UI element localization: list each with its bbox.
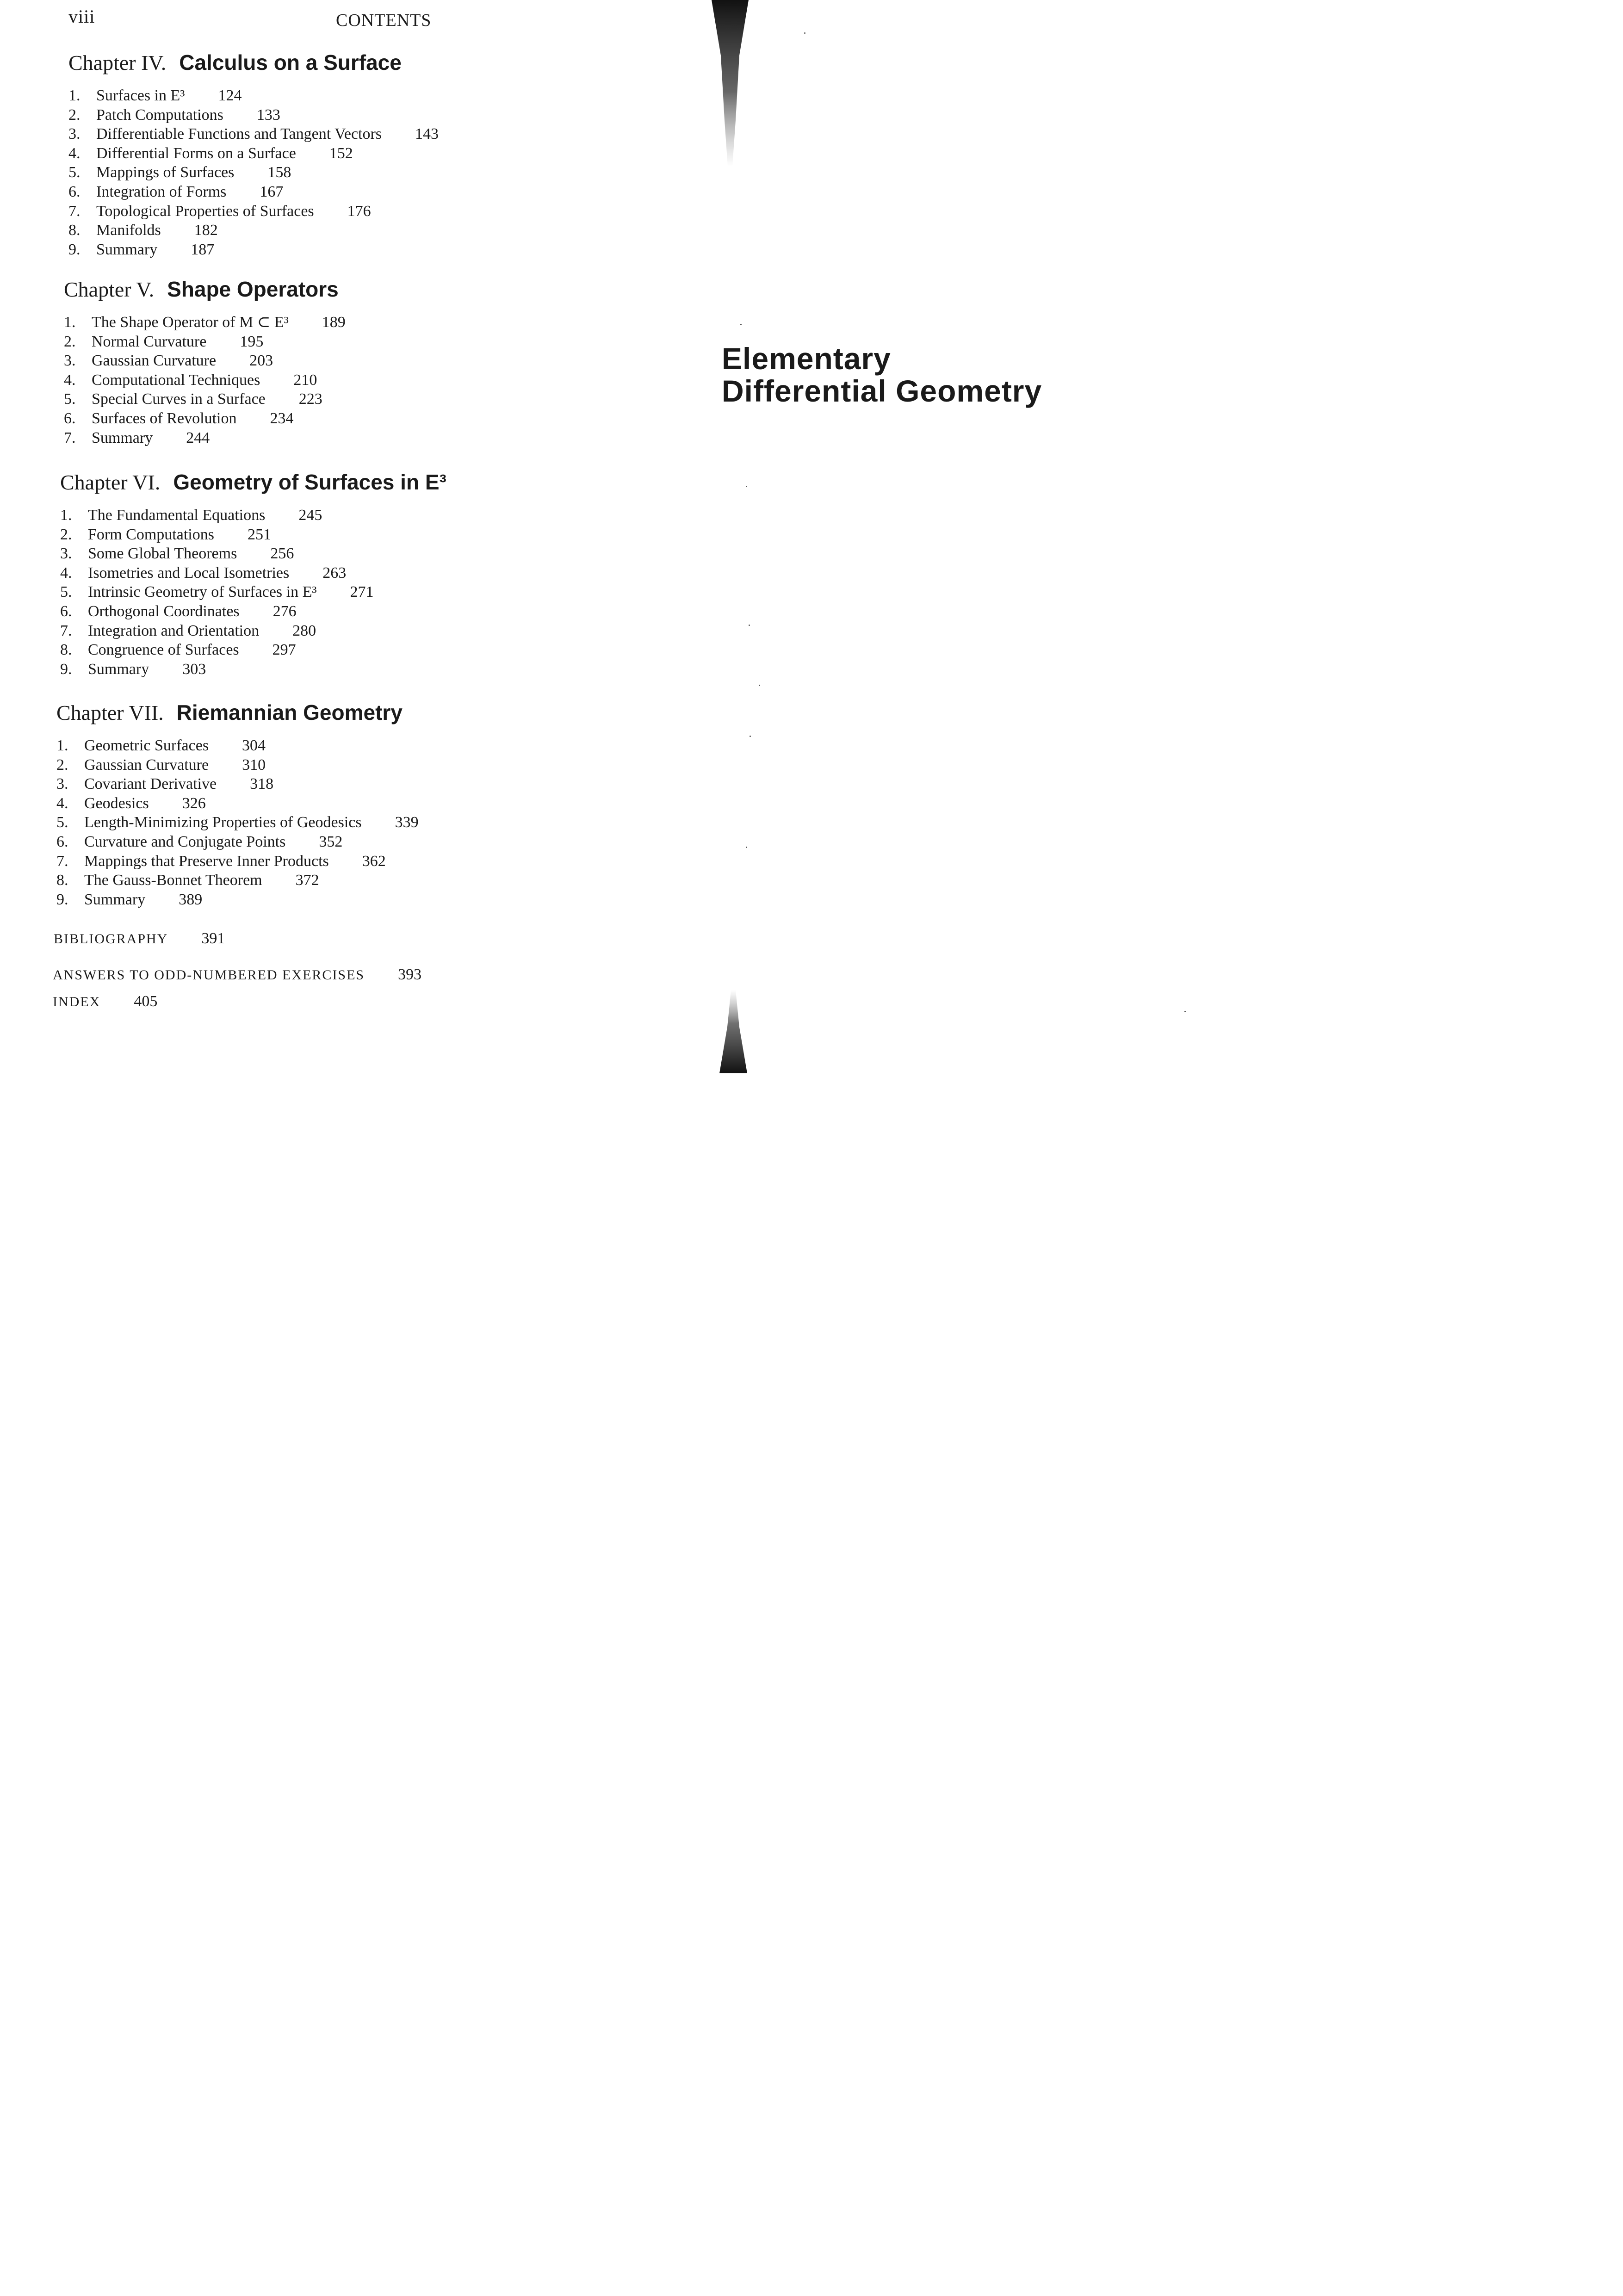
section-number: 2. xyxy=(64,333,76,350)
toc-entry[interactable] xyxy=(60,640,446,660)
section-number: 6. xyxy=(60,602,72,620)
scan-speck xyxy=(759,685,760,686)
toc-entry[interactable] xyxy=(60,660,446,679)
section-title: Orthogonal Coordinates xyxy=(88,602,240,620)
section-page: 256 xyxy=(270,545,294,563)
section-title: Length-Minimizing Properties of Geodesics xyxy=(84,814,362,831)
section-title: The Gauss-Bonnet Theorem xyxy=(84,872,262,889)
chapter-title: Shape Operators xyxy=(167,277,339,301)
gutter-shadow-top xyxy=(707,0,753,167)
section-title: Computational Techniques xyxy=(92,371,260,389)
section-number: 7. xyxy=(64,429,76,446)
section-page: 167 xyxy=(260,183,284,200)
section-page: 372 xyxy=(295,872,319,889)
section-title: The Shape Operator of M ⊂ E³ xyxy=(92,314,289,331)
bibliography-entry[interactable] xyxy=(54,930,225,947)
chapter-title: Calculus on a Surface xyxy=(179,50,402,74)
backmatter-label: ANSWERS TO ODD-NUMBERED EXERCISES xyxy=(53,967,365,983)
section-title: Mappings of Surfaces xyxy=(96,164,235,181)
section-title: Curvature and Conjugate Points xyxy=(84,833,286,850)
scan-speck xyxy=(750,736,751,737)
section-title: Intrinsic Geometry of Surfaces in E³ xyxy=(88,583,317,601)
toc-entry[interactable] xyxy=(68,86,439,105)
answers-entry[interactable] xyxy=(53,966,421,984)
section-title: Gaussian Curvature xyxy=(92,352,217,370)
toc-entry[interactable] xyxy=(68,105,439,125)
toc-entry[interactable] xyxy=(64,371,346,390)
section-number: 1. xyxy=(56,737,68,754)
toc-entry[interactable] xyxy=(68,182,439,202)
toc-entry[interactable] xyxy=(64,313,346,332)
section-title: Special Curves in a Surface xyxy=(92,390,266,408)
section-title: Mappings that Preserve Inner Products xyxy=(84,852,329,870)
section-title: Surfaces in E³ xyxy=(96,87,185,104)
section-page: 318 xyxy=(250,775,274,793)
toc-entry[interactable] xyxy=(68,144,439,163)
toc-entry[interactable] xyxy=(68,221,439,240)
scan-speck xyxy=(749,625,750,626)
section-page: 352 xyxy=(319,833,343,850)
toc-entry[interactable] xyxy=(64,332,346,352)
toc-entry[interactable] xyxy=(60,621,446,641)
backmatter-label: BIBLIOGRAPHY xyxy=(54,931,168,947)
chapter-label: Chapter VI. xyxy=(60,470,161,494)
section-page: 304 xyxy=(242,737,266,754)
section-number: 1. xyxy=(68,87,81,104)
scan-speck xyxy=(746,486,747,487)
section-page: 245 xyxy=(298,507,322,524)
section-number: 7. xyxy=(56,852,68,870)
toc-entry[interactable] xyxy=(64,390,346,409)
scan-speck xyxy=(746,847,747,848)
chapter-heading xyxy=(64,277,346,302)
section-page: 143 xyxy=(415,125,439,143)
toc-entry[interactable] xyxy=(60,544,446,563)
section-number: 9. xyxy=(60,660,72,678)
section-title: Surfaces of Revolution xyxy=(92,409,237,427)
chapter-title: Geometry of Surfaces in E³ xyxy=(173,470,446,494)
toc-entry[interactable] xyxy=(56,852,419,871)
section-title: Geometric Surfaces xyxy=(84,737,209,754)
section-number: 9. xyxy=(56,891,68,908)
page-number: viii xyxy=(68,6,95,27)
section-page: 389 xyxy=(179,891,203,908)
section-page: 263 xyxy=(322,564,347,582)
chapter-label: Chapter VII. xyxy=(56,701,164,724)
gutter-shadow-bottom xyxy=(712,990,754,1073)
section-number: 2. xyxy=(56,756,68,774)
section-page: 187 xyxy=(191,241,215,258)
section-page: 303 xyxy=(182,660,206,678)
toc-entry[interactable] xyxy=(68,240,439,260)
section-page: 362 xyxy=(362,852,386,870)
section-page: 271 xyxy=(350,583,374,601)
scan-speck xyxy=(804,32,805,34)
chapter-vi xyxy=(60,470,446,679)
chapter-vii xyxy=(56,700,419,909)
toc-entry[interactable] xyxy=(60,582,446,602)
section-list xyxy=(60,506,446,679)
section-page: 189 xyxy=(322,314,346,331)
chapter-v xyxy=(64,277,346,447)
section-number: 1. xyxy=(64,314,76,331)
toc-entry[interactable] xyxy=(56,813,419,832)
section-page: 310 xyxy=(242,756,266,774)
book-title-line2: Differential Geometry xyxy=(722,374,1042,408)
section-number: 2. xyxy=(60,526,72,543)
section-title: Geodesics xyxy=(84,794,149,812)
book-title xyxy=(722,342,1042,407)
section-page: 195 xyxy=(240,333,264,350)
section-number: 3. xyxy=(56,775,68,793)
scan-speck xyxy=(1184,1011,1186,1012)
section-page: 223 xyxy=(298,390,322,408)
chapter-heading xyxy=(68,50,439,75)
section-title: Form Computations xyxy=(88,526,214,543)
section-page: 176 xyxy=(347,202,371,220)
section-title: Congruence of Surfaces xyxy=(88,641,239,659)
toc-entry[interactable] xyxy=(68,124,439,144)
section-number: 7. xyxy=(60,622,72,639)
toc-entry[interactable] xyxy=(56,736,419,755)
section-page: 152 xyxy=(329,144,353,162)
section-title: Isometries and Local Isometries xyxy=(88,564,290,582)
section-title: Covariant Derivative xyxy=(84,775,217,793)
backmatter-page: 391 xyxy=(201,930,225,947)
section-title: Gaussian Curvature xyxy=(84,756,209,774)
toc-entry[interactable] xyxy=(56,871,419,890)
section-page: 276 xyxy=(273,602,297,620)
section-number: 3. xyxy=(64,352,76,370)
section-title: Normal Curvature xyxy=(92,333,207,350)
section-number: 7. xyxy=(68,202,81,220)
scan-speck xyxy=(740,324,742,325)
section-number: 1. xyxy=(60,507,72,524)
toc-entry[interactable] xyxy=(60,563,446,583)
section-title: Summary xyxy=(92,429,153,446)
section-page: 326 xyxy=(182,794,206,812)
section-number: 3. xyxy=(60,545,72,563)
section-number: 4. xyxy=(60,564,72,582)
section-title: Some Global Theorems xyxy=(88,545,237,563)
toc-entry[interactable] xyxy=(60,602,446,621)
section-list xyxy=(64,313,346,447)
section-page: 210 xyxy=(293,371,317,389)
section-list xyxy=(56,736,419,909)
section-number: 6. xyxy=(68,183,81,200)
section-page: 297 xyxy=(272,641,296,659)
backmatter-label: INDEX xyxy=(53,994,101,1009)
section-number: 6. xyxy=(56,833,68,850)
index-entry[interactable] xyxy=(53,993,157,1010)
chapter-title: Riemannian Geometry xyxy=(176,700,403,724)
toc-entry[interactable] xyxy=(56,832,419,852)
section-number: 2. xyxy=(68,106,81,124)
section-number: 5. xyxy=(68,164,81,181)
section-number: 8. xyxy=(56,872,68,889)
section-title: Patch Computations xyxy=(96,106,223,124)
toc-entry[interactable] xyxy=(60,506,446,525)
section-number: 4. xyxy=(56,794,68,812)
section-page: 339 xyxy=(395,814,419,831)
toc-entry[interactable] xyxy=(56,755,419,775)
section-page: 182 xyxy=(194,222,218,239)
section-title: Integration and Orientation xyxy=(88,622,260,639)
section-page: 203 xyxy=(249,352,273,370)
section-number: 3. xyxy=(68,125,81,143)
toc-entry[interactable] xyxy=(60,525,446,545)
section-title: Summary xyxy=(88,660,149,678)
section-list xyxy=(68,86,439,259)
section-number: 4. xyxy=(64,371,76,389)
section-number: 9. xyxy=(68,241,81,258)
section-number: 5. xyxy=(64,390,76,408)
chapter-heading xyxy=(60,470,446,495)
section-number: 6. xyxy=(64,409,76,427)
section-page: 133 xyxy=(256,106,280,124)
section-title: Summary xyxy=(84,891,146,908)
section-title: Differential Forms on a Surface xyxy=(96,144,296,162)
section-page: 280 xyxy=(292,622,316,639)
section-title: Summary xyxy=(96,241,158,258)
section-page: 124 xyxy=(218,87,242,104)
chapter-label: Chapter IV. xyxy=(68,51,167,74)
section-number: 5. xyxy=(56,814,68,831)
section-page: 158 xyxy=(267,164,291,181)
chapter-iv xyxy=(68,50,439,259)
chapter-heading xyxy=(56,700,419,725)
chapter-label: Chapter V. xyxy=(64,278,155,301)
section-title: Integration of Forms xyxy=(96,183,227,200)
section-title: Topological Properties of Surfaces xyxy=(96,202,314,220)
backmatter-page: 393 xyxy=(398,966,422,983)
toc-entry[interactable] xyxy=(64,428,346,448)
running-head: CONTENTS xyxy=(336,11,432,30)
section-number: 5. xyxy=(60,583,72,601)
toc-entry[interactable] xyxy=(68,202,439,221)
section-number: 8. xyxy=(68,222,81,239)
section-page: 251 xyxy=(247,526,271,543)
toc-entry[interactable] xyxy=(68,163,439,182)
backmatter-page: 405 xyxy=(134,993,158,1010)
toc-entry[interactable] xyxy=(64,351,346,371)
toc-entry[interactable] xyxy=(64,409,346,428)
section-title: The Fundamental Equations xyxy=(88,507,266,524)
section-title: Differentiable Functions and Tangent Vectors xyxy=(96,125,382,143)
toc-entry[interactable] xyxy=(56,794,419,813)
toc-entry[interactable] xyxy=(56,890,419,910)
section-page: 244 xyxy=(186,429,210,446)
section-page: 234 xyxy=(270,409,294,427)
section-title: Manifolds xyxy=(96,222,161,239)
section-number: 4. xyxy=(68,144,81,162)
book-title-line1: Elementary xyxy=(722,341,891,376)
section-number: 8. xyxy=(60,641,72,659)
toc-entry[interactable] xyxy=(56,774,419,794)
